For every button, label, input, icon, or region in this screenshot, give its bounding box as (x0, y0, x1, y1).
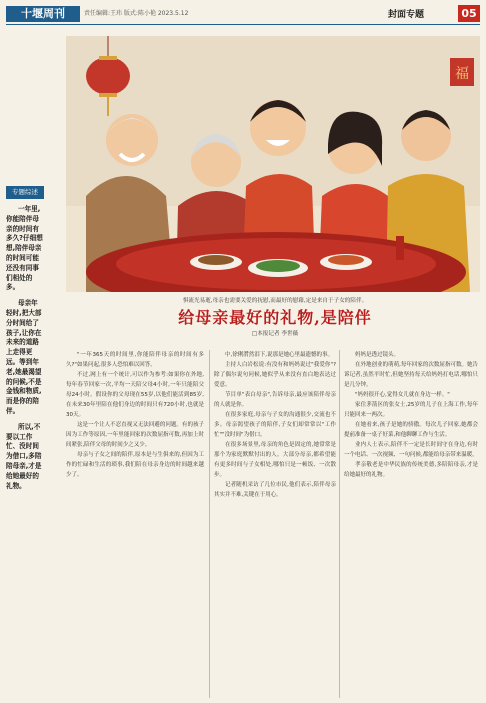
article-column-3 (344, 350, 478, 480)
body-paragraph: 这是一个让人不忍直视又无法回避的问题。有的孩子因为工作等原因,一年里能回家的次数屈指可数,再加上时间紧张,陪伴父母的时间少之又少。 (66, 422, 204, 448)
fu-character: 福 (455, 66, 469, 82)
body-paragraph: 在外地创业的萌萌,每年回家的次数屈指可数。她告诉记者,虽然平时忙,但她坚持每天给妈妈打电话,哪怕只是几分钟。 (344, 362, 478, 388)
body-paragraph: 母亲与子女之间的陪伴,原本是与生俱来的,但因为工作的忙碌和生活的琐事,我们陪在母亲身边的时间越来越少了。 (66, 452, 204, 478)
body-paragraph: 在她看来,孩子是她的骄傲。每次儿子回家,她都会提前准备一桌子好菜,和他聊聊工作与生活。 (344, 422, 478, 438)
article-deck: 惧流光易逝,母亲也需要关爱的抚慰,而最好的慰藉,定是来自于子女的陪伴。 (182, 298, 368, 304)
column-divider (339, 350, 340, 698)
article-column-2 (214, 350, 336, 500)
body-paragraph: 不过,网上有一个统计,可以作为参考:如果你在外地,每年春节回家一次,平均一天陪父母4小时,一年只能陪父母24小时。假设你的父母现在55岁,以他们能活到85岁,在未来30年里陪在他们身边的时间只有720小时,也就是30天。 (66, 372, 204, 418)
body-paragraph: 中,徐俐潸然泪下,说那是她心里最遗憾的事。 (225, 352, 333, 358)
lead-paragraph: 母亲年轻时,把大部分时间给了孩子,让你在未来的道路上走得更远。等到年老,她最渴望的问候,不是金钱和物质,而是你的陪伴。 (6, 299, 42, 415)
body-paragraph: 孝亲敬老是中华民族的传统美德,多陪陪母亲,才是给她最好的礼物。 (344, 462, 478, 478)
column-divider (209, 350, 210, 698)
body-paragraph: 在很多场景里,母亲的角色是固定的,她常常是那个为家庭默默付出的人。大部分母亲,都希望能有更多时间与子女相处,哪怕只是一顿饭、一次散步。 (214, 442, 336, 478)
lead-sidebar (6, 186, 44, 491)
body-paragraph: 妈妈是透过镜头。 (355, 352, 400, 358)
body-paragraph: 家住茅箭区的张女士,25岁的儿子在上海工作,每年只能回来一两次。 (344, 402, 478, 418)
body-paragraph: "妈妈很开心,觉得女儿就在身边一样。" (355, 392, 450, 398)
lead-paragraph: 一年里,你能陪伴母亲的时间有多久?仔细想想,陪伴母亲的时间可能还没有同事们相处的多。 (6, 205, 43, 292)
family-dinner-illustration (66, 36, 480, 292)
body-paragraph: 在很多家庭,母亲与子女的沟通很少,交流也不多。母亲渴望孩子的陪伴,子女们却常常以"工作忙""没时间"为借口。 (214, 412, 336, 438)
article-byline: □本报记者 李世薇 (251, 331, 299, 337)
body-paragraph: 节目单"表白母亲",告诉母亲,最应该陪伴母亲的人就是你。 (214, 392, 336, 408)
editor-credits: 责任编辑:王玮 版式:陈小艳 2023.5.12 (84, 10, 189, 17)
body-paragraph: "一年365天的时间里,你能陪伴母亲的时间有多久?"如果问起,很多人恐怕难以回答。 (66, 352, 204, 368)
section-title: 封面专题 (388, 10, 425, 20)
masthead-rule (6, 24, 480, 25)
fu-banner-icon (450, 58, 474, 86)
body-paragraph: 主持人白岩松说:有没有和妈妈说过"我爱你"?除了偶尔说句问候,她似乎从来没有直白地表达过爱意。 (214, 362, 336, 388)
article-column-1 (66, 350, 204, 480)
masthead (0, 0, 486, 26)
body-paragraph: 业内人士表示,陪伴不一定是长时间守在身边,有时一个电话、一次视频、一句问候,都能给母亲带来温暖。 (344, 442, 478, 458)
publication-brand: 十堰周刊 (6, 6, 80, 22)
body-paragraph: 记者随机采访了几位市民,他们表示,陪伴母亲其实并不难,关键在于用心。 (214, 482, 336, 498)
lead-tag: 专题综述 (6, 186, 44, 199)
article-headline: 给母亲最好的礼物,是陪伴 (178, 308, 372, 327)
page-number: 05 (458, 5, 480, 22)
lead-paragraph: 所以,不要以工作忙、没时间为借口,多陪陪母亲,才是给她最好的礼物。 (6, 422, 42, 490)
